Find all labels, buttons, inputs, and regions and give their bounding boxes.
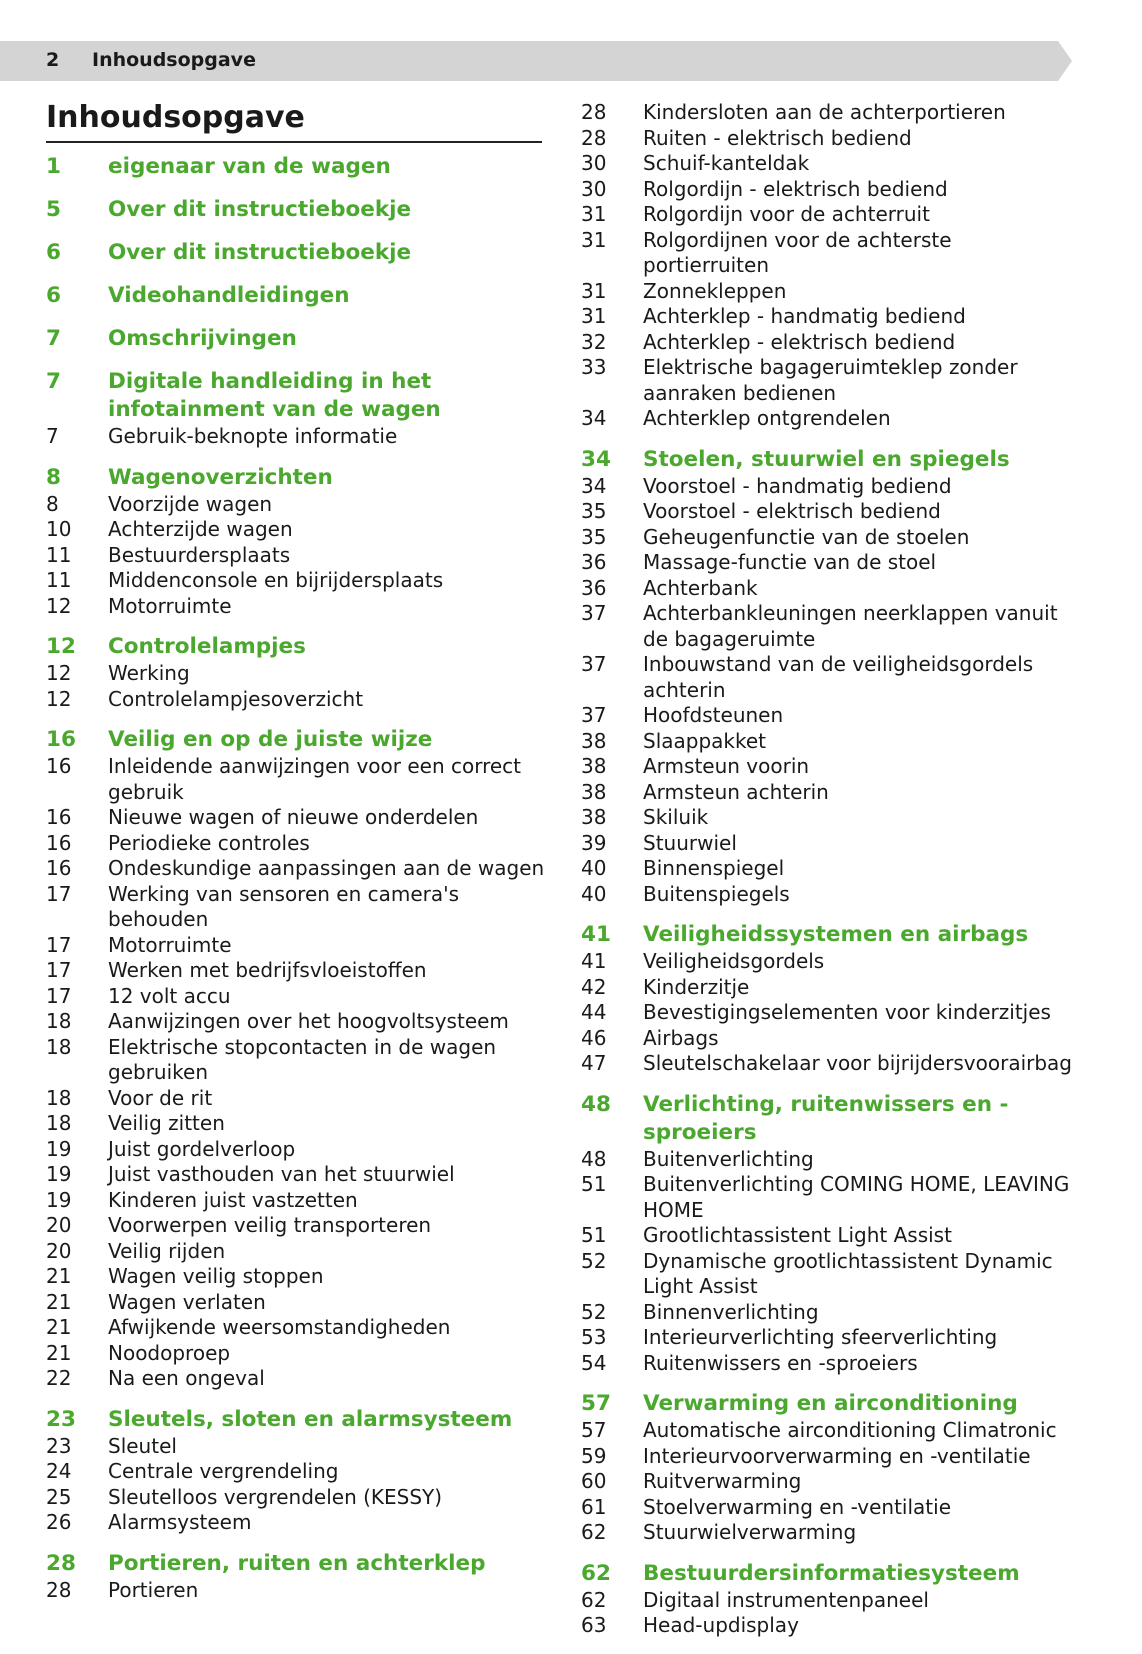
toc-page-number: 30 <box>581 176 607 201</box>
toc-entry-link[interactable] <box>581 949 1081 975</box>
toc-entry-link[interactable] <box>581 831 1081 857</box>
toc-page-number: 42 <box>581 974 607 999</box>
toc-page-number: 23 <box>46 1433 72 1458</box>
toc-entry-link[interactable] <box>581 805 1081 831</box>
toc-item-title: Geheugenfunctie van de stoelen <box>643 524 970 549</box>
toc-item-title: Veilig zitten <box>108 1111 225 1135</box>
toc-item-title: Videohandleidingen <box>108 283 350 308</box>
toc-page-number: 1 <box>46 154 61 179</box>
toc-page-number: 17 <box>46 932 72 957</box>
toc-page-number: 18 <box>46 1034 72 1059</box>
toc-page-number: 5 <box>46 197 61 222</box>
toc-page-number: 31 <box>581 227 607 252</box>
toc-entry-link[interactable] <box>46 933 546 959</box>
toc-section-link[interactable] <box>46 1550 546 1578</box>
toc-entry-link[interactable] <box>46 517 546 543</box>
toc-item-title: Achterzijde wagen <box>108 517 293 541</box>
toc-item-title: Veiligheidsgordels <box>643 949 825 973</box>
toc-page-number: 8 <box>46 491 59 516</box>
toc-item-title: Achterklep - elektrisch bediend <box>643 329 956 354</box>
toc-page-number: 32 <box>581 329 607 354</box>
toc-item-title: Omschrijvingen <box>108 326 297 351</box>
toc-item-title: Massage-functie van de stoel <box>643 550 937 574</box>
toc-page-number: 10 <box>46 517 72 541</box>
toc-entry-link[interactable] <box>581 1444 1081 1470</box>
toc-item-title: Armsteun voorin <box>643 754 810 778</box>
toc-page-number: 40 <box>581 856 607 880</box>
toc-page-number: 28 <box>46 1577 72 1602</box>
toc-page-number: 30 <box>581 151 607 175</box>
toc-item-title: Veilig rijden <box>108 1238 226 1263</box>
toc-section-link[interactable] <box>46 368 546 424</box>
toc-page-number: 21 <box>46 1264 72 1288</box>
toc-entry-link[interactable] <box>46 1162 546 1188</box>
toc-item-title: Achterbank <box>643 575 758 600</box>
toc-right-column <box>581 100 1081 1639</box>
toc-entry-link[interactable] <box>46 1290 546 1316</box>
toc-page-number: 16 <box>46 830 72 855</box>
toc-page-number: 12 <box>46 661 72 685</box>
toc-item-title: Buitenspiegels <box>643 881 790 906</box>
toc-item-title: Kinderzitje <box>643 974 750 999</box>
toc-entry-link[interactable] <box>46 1188 546 1214</box>
toc-page-number: 18 <box>46 1111 72 1135</box>
toc-item-title: Over dit instructieboekje <box>108 240 412 265</box>
toc-entry-link[interactable] <box>46 984 546 1010</box>
toc-page-number: 17 <box>46 983 72 1008</box>
toc-page-number: 28 <box>46 1550 76 1576</box>
toc-entry-link[interactable] <box>46 958 546 984</box>
toc-page-number: 52 <box>581 1299 607 1324</box>
toc-entry-link[interactable] <box>581 1351 1081 1377</box>
toc-entry-link[interactable] <box>46 1315 546 1341</box>
toc-item-title: Aanwijzingen over het hoogvoltsysteem <box>108 1009 509 1033</box>
toc-entry-link[interactable] <box>46 543 546 569</box>
toc-entry-link[interactable] <box>581 304 1081 330</box>
toc-entry-link[interactable] <box>581 1325 1081 1351</box>
toc-entry-link[interactable] <box>46 661 546 687</box>
toc-item-title: Kinderen juist vastzetten <box>108 1187 358 1212</box>
toc-page-number: 57 <box>581 1391 611 1416</box>
toc-entry-link[interactable] <box>46 1086 546 1112</box>
toc-entry-link[interactable] <box>581 882 1081 908</box>
toc-page-number: 7 <box>46 326 61 351</box>
toc-entry-link[interactable] <box>581 406 1081 432</box>
toc-page-number: 23 <box>46 1406 76 1432</box>
toc-item-title: 12 volt accu <box>108 983 231 1008</box>
toc-page-number: 18 <box>46 1009 72 1033</box>
toc-entry-link[interactable] <box>581 202 1081 228</box>
toc-item-title: Binnenverlichting <box>643 1299 819 1324</box>
toc-entry-link[interactable] <box>46 1578 546 1604</box>
toc-entry-link[interactable] <box>581 1026 1081 1052</box>
toc-entry-link[interactable] <box>46 882 546 933</box>
toc-item-title: Veilig en op de juiste wijze <box>108 727 433 752</box>
toc-item-title: Wagen verlaten <box>108 1289 266 1314</box>
toc-page-number: 38 <box>581 805 607 829</box>
toc-item-title: Dynamische grootlichtassistent Dynamic Light Assist <box>643 1248 1053 1298</box>
toc-entry-link[interactable] <box>581 1495 1081 1521</box>
toc-item-title: Buitenverlichting COMING HOME, LEAVING HOME <box>643 1172 1070 1222</box>
toc-section-link[interactable] <box>46 153 546 181</box>
toc-section-link[interactable] <box>581 1091 1081 1147</box>
toc-item-title: Stuurwielverwarming <box>643 1520 857 1544</box>
toc-page-number: 47 <box>581 1051 607 1075</box>
toc-item-title: Interieurverlichting sfeerverlichting <box>643 1325 998 1349</box>
toc-item-title: Voorstoel - elektrisch bediend <box>643 499 941 523</box>
toc-item-title: Stoelen, stuurwiel en spiegels <box>643 446 1010 472</box>
toc-page-number: 63 <box>581 1613 607 1637</box>
toc-entry-link[interactable] <box>46 856 546 882</box>
toc-entry-link[interactable] <box>46 805 546 831</box>
toc-item-title: Ruiten - elektrisch bediend <box>643 125 912 150</box>
toc-item-title: Centrale vergrendeling <box>108 1459 339 1483</box>
toc-entry-link[interactable] <box>46 754 546 805</box>
toc-page-number: 39 <box>581 830 607 855</box>
toc-entry-link[interactable] <box>581 228 1081 279</box>
toc-page-number: 8 <box>46 464 61 490</box>
toc-item-title: Verlichting, ruitenwissers en -sproeiers <box>643 1091 1009 1145</box>
toc-page-number: 38 <box>581 754 607 778</box>
toc-entry-link[interactable] <box>581 1520 1081 1546</box>
toc-item-title: Achterbankleuningen neerklappen vanuit de bagageruimte <box>643 601 1058 651</box>
toc-item-title: Ondeskundige aanpassingen aan de wagen <box>108 856 545 880</box>
toc-item-title: Verwarming en airconditioning <box>643 1391 1018 1416</box>
toc-item-title: Armsteun achterin <box>643 779 829 804</box>
toc-page-number: 35 <box>581 499 607 523</box>
toc-page-number: 48 <box>581 1091 611 1117</box>
toc-item-title: eigenaar van de wagen <box>108 154 391 179</box>
toc-item-title: Sleutelloos vergrendelen (KESSY) <box>108 1484 443 1509</box>
toc-entry-link[interactable] <box>581 177 1081 203</box>
toc-section-link[interactable] <box>46 464 546 492</box>
toc-page-number: 17 <box>46 881 72 906</box>
toc-page-number: 41 <box>581 922 611 947</box>
toc-entry-link[interactable] <box>581 550 1081 576</box>
toc-page-number: 26 <box>46 1510 72 1534</box>
toc-section-link[interactable] <box>581 446 1081 474</box>
toc-section-link[interactable] <box>46 726 546 754</box>
toc-item-title: Over dit instructieboekje <box>108 197 412 222</box>
toc-item-title: Inleidende aanwijzingen voor een correct gebruik <box>108 754 522 804</box>
toc-entry-link[interactable] <box>46 1264 546 1290</box>
toc-page-number: 16 <box>46 727 76 752</box>
toc-item-title: Digitaal instrumentenpaneel <box>643 1587 929 1612</box>
toc-left-column <box>46 153 546 1603</box>
toc-item-title: Afwijkende weersomstandigheden <box>108 1315 451 1339</box>
toc-section-link[interactable] <box>46 1406 546 1434</box>
toc-entry-link[interactable] <box>581 576 1081 602</box>
toc-entry-link[interactable] <box>581 330 1081 356</box>
toc-section-link[interactable] <box>581 1560 1081 1588</box>
toc-entry-link[interactable] <box>46 568 546 594</box>
toc-entry-link[interactable] <box>581 754 1081 780</box>
toc-item-title: Stoelverwarming en -ventilatie <box>643 1494 951 1519</box>
toc-item-title: Juist gordelverloop <box>108 1136 296 1161</box>
toc-page-number: 51 <box>581 1223 607 1247</box>
toc-item-title: Wagenoverzichten <box>108 464 333 490</box>
toc-entry-link[interactable] <box>581 100 1081 126</box>
toc-item-title: Portieren, ruiten en achterklep <box>108 1550 486 1576</box>
toc-page-number: 34 <box>581 446 611 472</box>
toc-item-title: Controlelampjes <box>108 634 306 659</box>
toc-page-number: 7 <box>46 424 59 448</box>
toc-entry-link[interactable] <box>46 1366 546 1392</box>
toc-entry-link[interactable] <box>581 1588 1081 1614</box>
toc-page-number: 41 <box>581 949 607 973</box>
toc-page-number: 35 <box>581 524 607 549</box>
toc-item-title: Sleutel <box>108 1433 177 1458</box>
toc-page-number: 62 <box>581 1560 611 1586</box>
header-title: Inhoudsopgave <box>92 49 256 71</box>
toc-item-title: Hoofdsteunen <box>643 703 784 727</box>
toc-item-title: Na een ongeval <box>108 1366 265 1390</box>
toc-page-number: 24 <box>46 1459 72 1483</box>
toc-item-title: Werking <box>108 661 190 685</box>
toc-section-link[interactable] <box>46 633 546 661</box>
toc-item-title: Bestuurdersinformatiesysteem <box>643 1560 1020 1586</box>
toc-item-title: Automatische airconditioning Climatronic <box>643 1418 1057 1442</box>
toc-page-number: 17 <box>46 958 72 982</box>
toc-entry-link[interactable] <box>581 151 1081 177</box>
toc-page-number: 20 <box>46 1213 72 1237</box>
toc-entry-link[interactable] <box>581 856 1081 882</box>
toc-entry-link[interactable] <box>581 1249 1081 1300</box>
toc-item-title: Juist vasthouden van het stuurwiel <box>108 1162 455 1186</box>
toc-item-title: Interieurvoorverwarming en -ventilatie <box>643 1443 1031 1468</box>
toc-item-title: Motorruimte <box>108 593 232 618</box>
toc-entry-link[interactable] <box>46 1009 546 1035</box>
toc-item-title: Bestuurdersplaats <box>108 542 291 567</box>
header-page-number: 2 <box>46 49 60 71</box>
toc-item-title: Rolgordijn - elektrisch bediend <box>643 176 948 201</box>
toc-item-title: Slaappakket <box>643 728 767 753</box>
toc-item-title: Rolgordijn voor de achterruit <box>643 202 930 226</box>
toc-item-title: Voor de rit <box>108 1085 213 1110</box>
toc-entry-link[interactable] <box>46 1213 546 1239</box>
toc-item-title: Stuurwiel <box>643 830 737 855</box>
toc-page-number: 16 <box>46 856 72 880</box>
toc-entry-link[interactable] <box>46 1341 546 1367</box>
toc-entry-link[interactable] <box>46 424 546 450</box>
toc-page-number: 28 <box>581 125 607 150</box>
toc-item-title: Veiligheidssystemen en airbags <box>643 922 1029 947</box>
toc-entry-link[interactable] <box>581 1613 1081 1639</box>
toc-item-title: Middenconsole en bijrijdersplaats <box>108 568 444 592</box>
toc-page-number: 60 <box>581 1469 607 1493</box>
toc-entry-link[interactable] <box>46 1434 546 1460</box>
toc-item-title: Werken met bedrijfsvloeistoffen <box>108 958 427 982</box>
toc-item-title: Voorwerpen veilig transporteren <box>108 1213 432 1237</box>
toc-page-number: 46 <box>581 1025 607 1050</box>
toc-entry-link[interactable] <box>581 1223 1081 1249</box>
toc-entry-link[interactable] <box>46 1459 546 1485</box>
toc-item-title: Elektrische stopcontacten in de wagen gebruiken <box>108 1034 497 1084</box>
toc-entry-link[interactable] <box>581 1000 1081 1026</box>
toc-page-number: 28 <box>581 100 607 124</box>
toc-page-number: 12 <box>46 686 72 711</box>
toc-entry-link[interactable] <box>46 687 546 713</box>
toc-entry-link[interactable] <box>581 1418 1081 1444</box>
toc-item-title: Achterklep - handmatig bediend <box>643 304 966 328</box>
toc-entry-link[interactable] <box>46 831 546 857</box>
toc-item-title: Rolgordijnen voor de achterste portierruiten <box>643 227 952 277</box>
toc-page-number: 11 <box>46 568 72 592</box>
toc-page-number: 52 <box>581 1248 607 1273</box>
toc-item-title: Binnenspiegel <box>643 856 785 880</box>
toc-page-number: 12 <box>46 593 72 618</box>
toc-entry-link[interactable] <box>46 1137 546 1163</box>
toc-page-number: 19 <box>46 1136 72 1161</box>
toc-item-title: Voorstoel - handmatig bediend <box>643 473 952 498</box>
toc-section-link[interactable] <box>46 282 546 310</box>
toc-item-title: Voorzijde wagen <box>108 491 273 516</box>
toc-item-title: Sleutels, sloten en alarmsysteem <box>108 1406 513 1432</box>
toc-item-title: Portieren <box>108 1577 199 1602</box>
toc-entry-link[interactable] <box>581 1300 1081 1326</box>
toc-page-number: 36 <box>581 575 607 600</box>
toc-item-title: Digitale handleiding in het infotainment van de wagen <box>108 369 441 422</box>
toc-page-number: 12 <box>46 634 76 659</box>
toc-page-number: 7 <box>46 369 61 394</box>
toc-page-number: 33 <box>581 355 607 379</box>
toc-entry-link[interactable] <box>46 1035 546 1086</box>
toc-item-title: Sleutelschakelaar voor bijrijdersvoorairbag <box>643 1051 1072 1075</box>
toc-item-title: Head-updisplay <box>643 1613 799 1637</box>
toc-entry-link[interactable] <box>46 492 546 518</box>
toc-page-number: 34 <box>581 473 607 498</box>
toc-page-number: 21 <box>46 1289 72 1314</box>
toc-item-title: Kindersloten aan de achterportieren <box>643 100 1006 124</box>
toc-page-number: 21 <box>46 1340 72 1365</box>
toc-entry-link[interactable] <box>581 525 1081 551</box>
toc-page-number: 44 <box>581 1000 607 1024</box>
toc-section-link[interactable] <box>46 239 546 267</box>
toc-entry-link[interactable] <box>581 780 1081 806</box>
toc-page-number: 18 <box>46 1085 72 1110</box>
toc-item-title: Noodoproep <box>108 1340 231 1365</box>
toc-page-number: 38 <box>581 728 607 753</box>
toc-entry-link[interactable] <box>581 1172 1081 1223</box>
toc-page-number: 25 <box>46 1484 72 1509</box>
toc-item-title: Achterklep ontgrendelen <box>643 406 891 430</box>
toc-section-link[interactable] <box>46 325 546 353</box>
toc-entry-link[interactable] <box>581 474 1081 500</box>
toc-item-title: Ruitenwissers en -sproeiers <box>643 1350 918 1375</box>
toc-page-number: 31 <box>581 278 607 303</box>
toc-entry-link[interactable] <box>46 1510 546 1536</box>
toc-item-title: Alarmsysteem <box>108 1510 252 1534</box>
toc-page-number: 62 <box>581 1587 607 1612</box>
toc-section-link[interactable] <box>46 196 546 224</box>
toc-section-link[interactable] <box>581 1390 1081 1418</box>
toc-item-title: Zonnekleppen <box>643 278 787 303</box>
toc-item-title: Periodieke controles <box>108 830 310 855</box>
toc-page-number: 31 <box>581 304 607 328</box>
toc-entry-link[interactable] <box>46 594 546 620</box>
toc-page-number: 37 <box>581 703 607 727</box>
toc-item-title: Gebruik-beknopte informatie <box>108 424 398 448</box>
toc-page-number: 51 <box>581 1172 607 1196</box>
toc-page-number: 19 <box>46 1162 72 1186</box>
toc-item-title: Schuif-kanteldak <box>643 151 810 175</box>
toc-page-number: 57 <box>581 1418 607 1442</box>
toc-page-number: 19 <box>46 1187 72 1212</box>
toc-page-number: 36 <box>581 550 607 574</box>
toc-page-number: 54 <box>581 1350 607 1375</box>
toc-page-number: 16 <box>46 754 72 778</box>
toc-item-title: Airbags <box>643 1025 719 1050</box>
toc-page-number: 16 <box>46 805 72 829</box>
toc-page-number: 61 <box>581 1494 607 1519</box>
toc-item-title: Werking van sensoren en camera's behouden <box>108 881 460 931</box>
toc-entry-link[interactable] <box>581 499 1081 525</box>
toc-item-title: Skiluik <box>643 805 709 829</box>
toc-page-number: 37 <box>581 652 607 676</box>
toc-entry-link[interactable] <box>581 355 1081 406</box>
toc-item-title: Ruitverwarming <box>643 1469 802 1493</box>
toc-entry-link[interactable] <box>581 601 1081 652</box>
toc-page-number: 34 <box>581 406 607 430</box>
toc-page-number: 59 <box>581 1443 607 1468</box>
toc-item-title: Inbouwstand van de veiligheidsgordels achterin <box>643 652 1034 702</box>
toc-item-title: Wagen veilig stoppen <box>108 1264 324 1288</box>
toc-page-number: 6 <box>46 240 61 265</box>
toc-entry-link[interactable] <box>581 1147 1081 1173</box>
toc-section-link[interactable] <box>581 921 1081 949</box>
toc-entry-link[interactable] <box>581 652 1081 703</box>
toc-page-number: 62 <box>581 1520 607 1544</box>
toc-item-title: Grootlichtassistent Light Assist <box>643 1223 952 1247</box>
toc-page-number: 38 <box>581 779 607 804</box>
toc-page-number: 11 <box>46 542 72 567</box>
toc-page-number: 37 <box>581 601 607 625</box>
toc-item-title: Controlelampjesoverzicht <box>108 686 364 711</box>
toc-item-title: Nieuwe wagen of nieuwe onderdelen <box>108 805 479 829</box>
toc-item-title: Bevestigingselementen voor kinderzitjes <box>643 1000 1051 1024</box>
toc-page-number: 21 <box>46 1315 72 1339</box>
toc-entry-link[interactable] <box>581 975 1081 1001</box>
toc-page-number: 6 <box>46 283 61 308</box>
toc-item-title: Buitenverlichting <box>643 1146 814 1171</box>
toc-entry-link[interactable] <box>581 703 1081 729</box>
toc-entry-link[interactable] <box>581 126 1081 152</box>
toc-entry-link[interactable] <box>581 279 1081 305</box>
toc-page-number: 48 <box>581 1146 607 1171</box>
toc-entry-link[interactable] <box>46 1485 546 1511</box>
toc-title: Inhoudsopgave <box>46 100 542 143</box>
toc-entry-link[interactable] <box>581 729 1081 755</box>
toc-page-number: 53 <box>581 1325 607 1349</box>
toc-page-number: 22 <box>46 1366 72 1390</box>
toc-page-number: 40 <box>581 881 607 906</box>
toc-page-number: 31 <box>581 202 607 226</box>
toc-entry-link[interactable] <box>46 1111 546 1137</box>
toc-entry-link[interactable] <box>581 1051 1081 1077</box>
toc-page-number: 20 <box>46 1238 72 1263</box>
toc-item-title: Elektrische bagageruimteklep zonder aanraken bedienen <box>643 355 1018 405</box>
toc-item-title: Motorruimte <box>108 932 232 957</box>
toc-entry-link[interactable] <box>46 1239 546 1265</box>
toc-entry-link[interactable] <box>581 1469 1081 1495</box>
